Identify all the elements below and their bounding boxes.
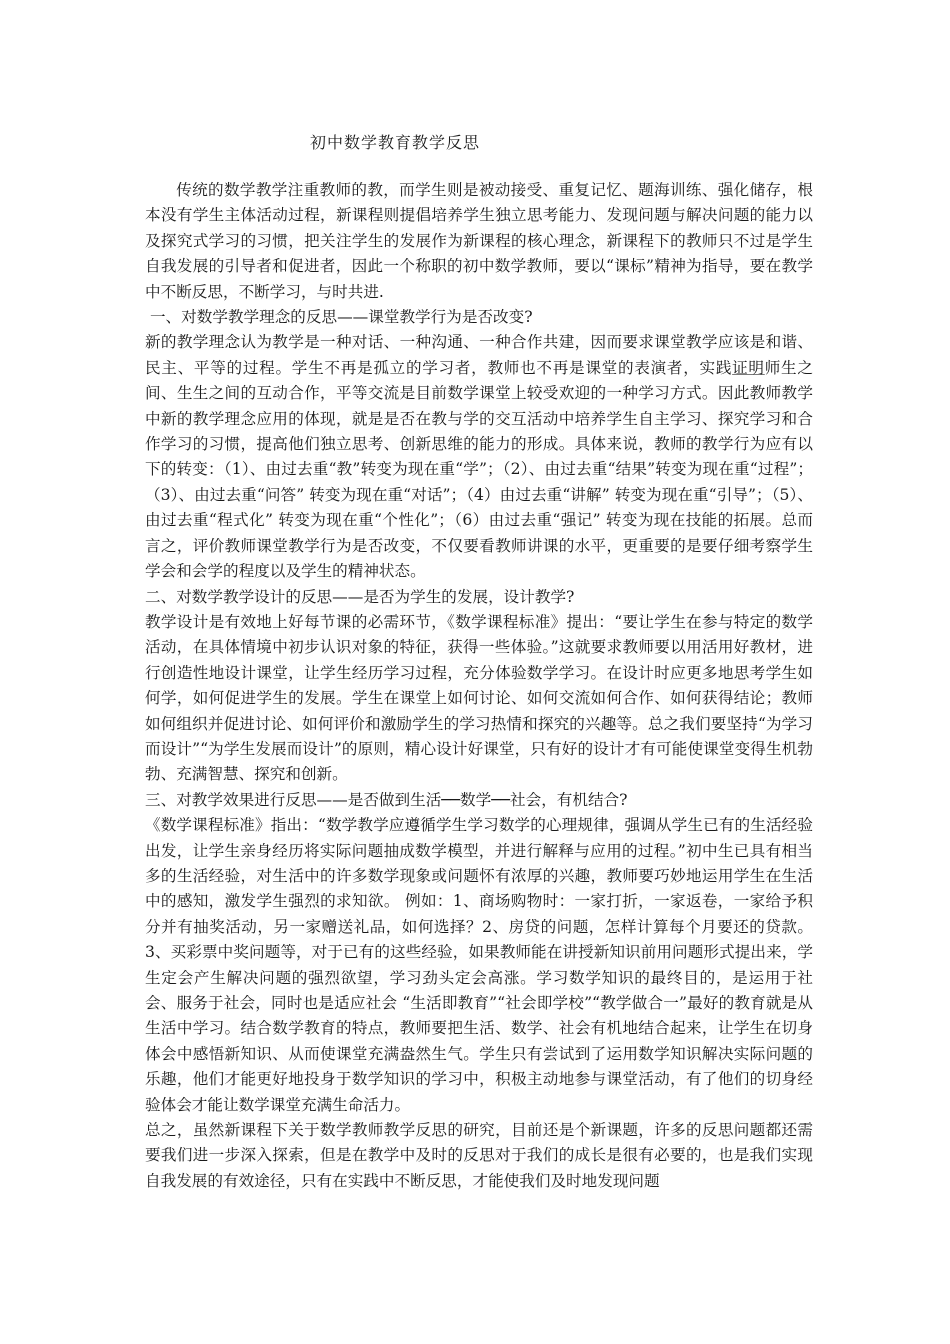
section-2-heading: 二、对数学教学设计的反思——是否为学生的发展，设计教学? (145, 587, 575, 606)
section-1-heading: 一、对数学教学理念的反思——课堂教学行为是否改变? (145, 308, 533, 327)
document-title: 初中数学教育教学反思 (310, 133, 481, 152)
section-3-heading: 三、对教学效果进行反思——是否做到生活──数学──社会，有机结合? (145, 790, 628, 809)
conclusion-paragraph: 总之，虽然新课程下关于数学教师教学反思的研究，目前还是个新课题，许多的反思问题都还需要我们进一步深入探索，但是在教学中及时的反思对于我们的成长是很有必要的，也是我们实现自我发展的有效途径，只有在实践中不断反思，才能使我们及时地发现问题 (145, 1121, 813, 1190)
intro-paragraph: 传统的数学教学注重教师的教，而学生则是被动接受、重复记忆、题海训练、强化储存，根本没有学生主体活动过程，新课程则提倡培养学生独立思考能力、发现问题与解决问题的能力以及探究式学习的习惯，把关注学生的发展作为新课程的核心理念，新课程下的教师只不过是学生自我发展的引导者和促进者，因此一个称职的初中数学教师，要以“课标”精神为指导，要在教学中不断反思，不断学习，与时共进. (145, 181, 813, 301)
proof-link[interactable]: 证明 (732, 358, 765, 377)
section-2-paragraph: 教学设计是有效地上好每节课的必需环节，《数学课程标准》提出：“要让学生在参与特定的数学活动，在具体情境中初步认识对象的特征，获得一些体验。”这就要求教师要以用活用好教材，进行创造性地设计课堂，让学生经历学习过程，充分体验数学学习。在设计时应更多地思考学生如何学，如何促进学生的发展。学生在课堂上如何讨论、如何交流如何合作、如何获得结论；教师如何组织并促进讨论、如何评价和激励学生的学习热情和探究的兴趣等。总之我们要坚持“为学习而设计”“为学生发展而设计”的原则，精心设计好课堂，只有好的设计才有可能使课堂变得生机勃勃、充满智慧、探究和创新。 (145, 612, 813, 784)
section-1-paragraph (145, 330, 813, 584)
section-1-text-after-link: 师生之间、生生之间的互动合作，平等交流是目前数学课堂上较受欢迎的一种学习方式。因此教师教学中新的教学理念应用的体现，就是是否在教与学的交互活动中培养学生自主学习、探究学习和合作学习的习惯，提高他们独立思考、创新思维的能力的形成。具体来说，教师的教学行为应有以下的转变：（1）、由过去重“教”转变为现在重“学”；（2）、由过去重“结果”转变为现在重“过程”；（3）、由过去重“问答” 转变为现在重“对话”；（4）由过去重“讲解” 转变为现在重“引导”；（5）、由过去重“程式化” 转变为现在重“个性化”；（6）由过去重“强记” 转变为现在技能的拓展。总而言之，评价教师课堂教学行为是否改变，不仅要看教师讲课的水平，更重要的是要仔细考察学生学会和会学的程度以及学生的精神状态。 (145, 358, 813, 581)
document-body (145, 178, 813, 1194)
section-3-paragraph: 《数学课程标准》指出：“数学教学应遵循学生学习数学的心理规律，强调从学生已有的生活经验出发，让学生亲身经历将实际问题抽成数学模型，并进行解释与应用的过程。”初中生已具有相当多的生活经验，对生活中的许多数学现象或问题怀有浓厚的兴趣，教师要巧妙地运用学生在生活中的感知，激发学生强烈的求知欲。 例如：1、商场购物时：一家打折，一家返卷，一家给予积分并有抽奖活动，另一家赠送礼品，如何选择？2、房贷的问题，怎样计算每个月要还的贷款。3、买彩票中奖问题等，对于已有的这些经验，如果教师能在讲授新知识前用问题形式提出来，学生定会产生解决问题的强烈欲望，学习劲头定会高涨。学习数学知识的最终目的，是运用于社会、服务于社会，同时也是适应社会 “生活即教育”“社会即学校”“教学做合一”最好的教育就是从生活中学习。结合数学教育的特点，教师要把生活、数学、社会有机地结合起来，让学生在切身体会中感悟新知识、从而使课堂充满盎然生气。学生只有尝试到了运用数学知识解决实际问题的乐趣，他们才能更好地投身于数学知识的学习中，积极主动地参与课堂活动，有了他们的切身经验体会才能让数学课堂充满生命活力。 (145, 816, 813, 1114)
section-1-text-before-link: 新的教学理念认为教学是一种对话、一种沟通、一种合作共建，因而要求课堂教学应该是和谐、民主、平等的过程。学生不再是孤立的学习者，教师也不再是课堂的表演者，实践 (145, 333, 813, 377)
